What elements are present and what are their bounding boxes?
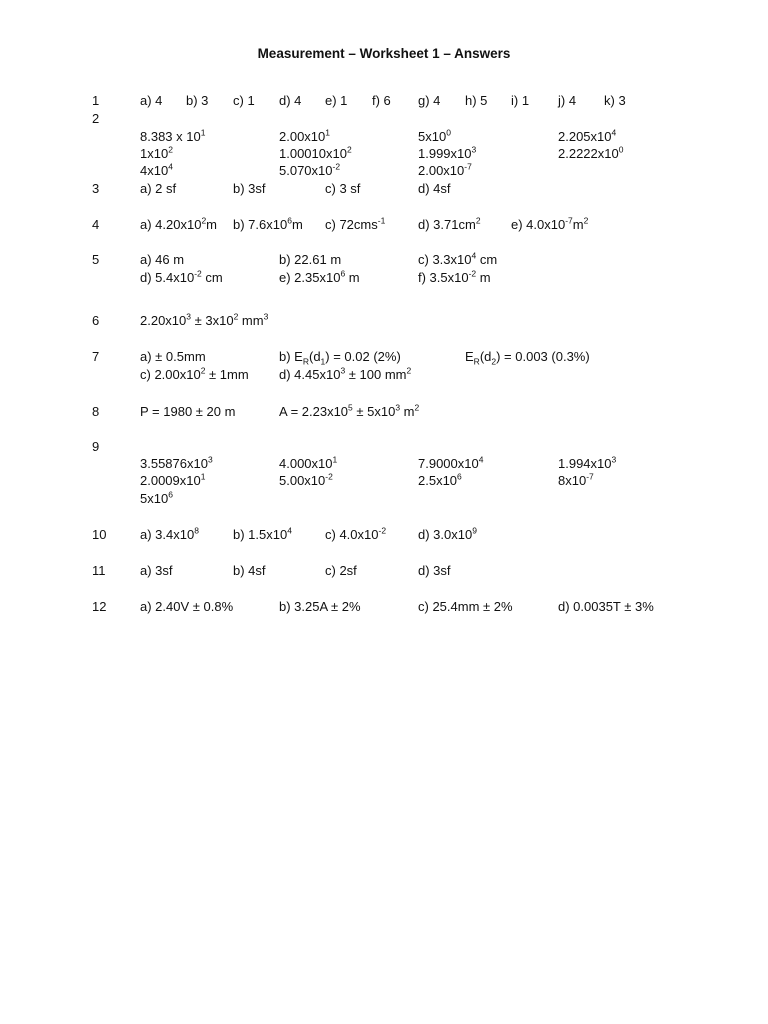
answer-cell: c) 3 sf (325, 181, 361, 196)
answer-cell: b) 3 (186, 93, 209, 108)
answer-cell: h) 5 (465, 93, 488, 108)
question-number: 3 (92, 181, 100, 196)
answer-cell: d) 0.0035T ± 3% (558, 599, 654, 614)
answer-cell: b) 3.25A ± 2% (279, 599, 361, 614)
answer-row-q5 (0, 269, 768, 287)
answer-cell: $2.5x10^6$ (418, 471, 462, 488)
answer-cell: $2.00x10^{-7}$ (418, 161, 472, 178)
answer-cell: c) 1 (233, 93, 255, 108)
answer-cell: e) 1 (325, 93, 348, 108)
answer-cell: $2.20x10^3 \pm 3x10^2$ $mm^3$ (140, 311, 269, 328)
answer-cell: c) 2sf (325, 563, 357, 578)
answer-cell: e) $2.35x10^6$ m (279, 268, 360, 285)
answer-cell: a) 4 (140, 93, 163, 108)
answer-cell: $8x10^{-7}$ (558, 471, 594, 488)
answer-cell: $1.994x10^3$ (558, 454, 617, 471)
answer-cell: g) 4 (418, 93, 441, 108)
answer-cell: c) $3.3x10^4$ cm (418, 250, 498, 267)
answer-cell: a) 2.40V ± 0.8% (140, 599, 234, 614)
answer-row-q2 (0, 162, 768, 180)
answer-cell: c) 72cms$^{-1}$ (325, 215, 386, 232)
answer-cell: d) $5.4x10^{-2}$ cm (140, 268, 223, 285)
answer-row-q3 (0, 180, 768, 198)
answer-cell: $2.2222x10^0$ (558, 144, 624, 161)
answer-cell: $2.0009x10^1$ (140, 471, 206, 488)
answer-cell: b) $1.5x10^4$ (233, 525, 292, 542)
page-title: Measurement – Worksheet 1 – Answers (257, 46, 511, 61)
answer-cell: $1.00010x10^2$ (279, 144, 352, 161)
answer-cell: a) 2 sf (140, 181, 177, 196)
answer-cell: $4.000x10^1$ (279, 454, 338, 471)
answer-cell: i) 1 (511, 93, 530, 108)
answer-cell: b) $E_R(d_1) = 0.02$ (2%) (279, 349, 401, 367)
answer-cell: f) $3.5x10^{-2}$ m (418, 268, 491, 285)
answer-cell: $5x10^0$ (418, 127, 451, 144)
answer-row-q8 (0, 403, 768, 421)
answer-cell: f) 6 (372, 93, 391, 108)
answer-cell: $7.9000x10^4$ (418, 454, 484, 471)
answer-cell: $A = 2.23x10^5 \pm 5x10^3$ $m^2$ (279, 402, 420, 419)
answer-cell: e) $4.0x10^{-7}m^2$ (511, 215, 589, 232)
answer-cell: P = 1980 ± 20 m (140, 404, 236, 419)
answer-row-q7 (0, 366, 768, 384)
answer-row-q2 (0, 110, 768, 128)
answer-cell: $2.205x10^4$ (558, 127, 617, 144)
answer-cell: $1x10^2$ (140, 144, 173, 161)
answer-row-q7 (0, 348, 768, 366)
answer-cell: d) $4.45x10^3 \pm 100$ $mm^2$ (279, 365, 412, 382)
answer-cell: 8.383 x $10^1$ (140, 127, 206, 144)
answer-cell: a) $4.20x10^2m$ (140, 215, 218, 232)
answer-cell: $1.999x10^3$ (418, 144, 477, 161)
answer-cell: a) ± 0.5mm (140, 349, 206, 364)
answer-cell: b) 3sf (233, 181, 266, 196)
answer-row-q10 (0, 526, 768, 544)
answer-cell: d) $3.71cm^2$ (418, 215, 481, 232)
answer-row-q2 (0, 145, 768, 163)
answer-row-q9 (0, 490, 768, 508)
answer-cell: $2.00x10^1$ (279, 127, 330, 144)
question-number: 11 (92, 563, 106, 578)
answer-row-q9 (0, 438, 768, 456)
answer-cell: d) $3.0x10^9$ (418, 525, 477, 542)
answer-row-q5 (0, 251, 768, 269)
answer-row-q12 (0, 598, 768, 616)
answer-cell: k) 3 (604, 93, 626, 108)
answer-cell: $5.00x10^{-2}$ (279, 471, 333, 488)
answer-row-q9 (0, 455, 768, 473)
answer-cell: b) 4sf (233, 563, 266, 578)
question-number: 7 (92, 349, 100, 364)
answer-cell: $3.55876x10^3$ (140, 454, 213, 471)
question-number: 8 (92, 404, 100, 419)
answer-cell: b) $7.6x10^6m$ (233, 215, 303, 232)
question-number: 5 (92, 252, 100, 267)
answer-cell: $5x10^6$ (140, 489, 173, 506)
answer-row-q9 (0, 472, 768, 490)
answer-row-q6 (0, 312, 768, 330)
answer-cell: d) 4 (279, 93, 302, 108)
answer-row-q1 (0, 92, 768, 110)
answer-cell: a) $3.4x10^8$ (140, 525, 199, 542)
question-number: 9 (92, 439, 100, 454)
answer-row-q2 (0, 128, 768, 146)
answer-cell: a) 3sf (140, 563, 173, 578)
answer-cell: $E_R(d_2) = 0.003$ (0.3%) (465, 349, 590, 367)
question-number: 1 (92, 93, 100, 108)
answer-cell: d) 3sf (418, 563, 451, 578)
answer-row-q11 (0, 562, 768, 580)
question-number: 2 (92, 111, 100, 126)
answer-cell: j) 4 (558, 93, 577, 108)
question-number: 12 (92, 599, 107, 614)
answer-cell: c) $2.00x10^2 \pm 1mm$ (140, 365, 249, 382)
question-number: 4 (92, 217, 100, 232)
question-number: 6 (92, 313, 100, 328)
answer-row-q4 (0, 216, 768, 234)
answer-cell: c) $4.0x10^{-2}$ (325, 525, 387, 542)
answer-cell: a) 46 m (140, 252, 185, 267)
answer-cell: d) 4sf (418, 181, 451, 196)
question-number: 10 (92, 527, 107, 542)
answer-cell: c) 25.4mm ± 2% (418, 599, 513, 614)
answer-cell: $5.070x10^{-2}$ (279, 161, 341, 178)
answer-cell: $4x10^4$ (140, 161, 173, 178)
answer-cell: b) 22.61 m (279, 252, 342, 267)
